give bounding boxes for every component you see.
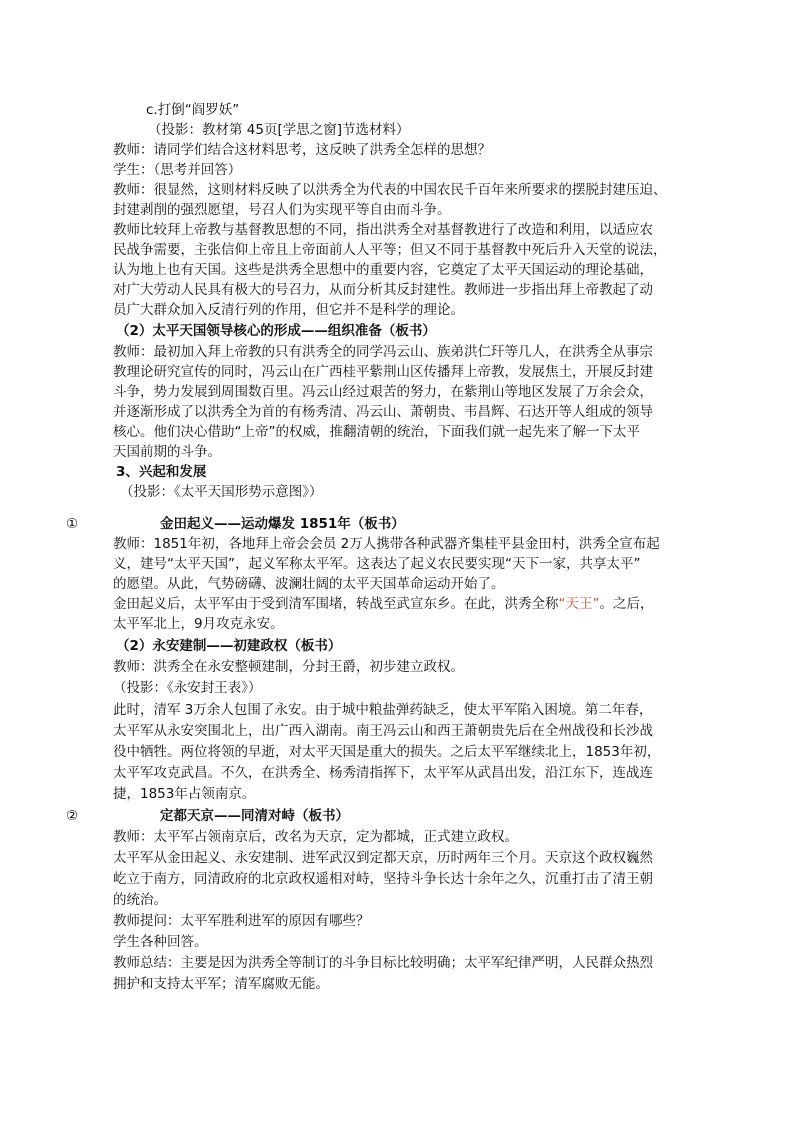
paragraph-line: 教师提问：太平军胜利进军的原因有哪些？: [113, 913, 370, 929]
paragraph-line: 核心。他们决心借助“上帝”的权威，推翻清朝的统治，下面我们就一起先来了解一下太平: [113, 424, 640, 440]
paragraph-line: 员广大群众加入反清行列的作用，但它并不是科学的理论。: [113, 302, 464, 318]
paragraph-line: 义，建号“太平天国”，起义军称太平军。这表达了起义农民要实现“天下一家，共享太平”: [113, 556, 641, 572]
paragraph-line: 斗争，势力发展到周围数百里。冯云山经过艰苦的努力，在紫荆山等地区发展了万余会众，: [113, 384, 653, 400]
section-heading-2: （2）太平天国领导核心的形成——组织准备（板书）: [116, 323, 436, 339]
paragraph-line: 太平军攻克武昌。不久，在洪秀全、杨秀清指挥下，太平军从武昌出发，沿江东下，连战连: [113, 765, 653, 781]
subsection-heading-tianjing: 定都天京——同清对峙（板书）: [160, 808, 349, 824]
paragraph-line: 并逐渐形成了以洪秀全为首的有杨秀清、冯云山、萧朝贵、韦昌辉、石达开等人组成的领导: [113, 404, 653, 420]
paragraph-line: 捷，1853年占领南京。: [113, 786, 256, 802]
paragraph-line: 教师：太平军占领南京后，改名为天京，定为都城，正式建立政权。: [113, 829, 518, 845]
subsection-heading-yongan: （2）永安建制——初建政权（板书）: [116, 638, 342, 654]
paragraph-line: 教理论研究宣传的同时，冯云山在广西桂平紫荆山区传播拜上帝教，发展焦土，开展反封建: [113, 364, 653, 380]
paragraph-line: 役中牺牲。两位将领的早逝，对太平天国是重大的损失。之后太平军继续北上，1853年初，: [113, 744, 661, 760]
projection-note: （投影：《太平天国形势示意图》）: [120, 484, 323, 500]
list-item-c: c.打倒“阎罗妖”: [146, 102, 240, 118]
paragraph-line: 封建剥削的强烈愿望，号召人们为实现平等自由而斗争。: [113, 202, 451, 218]
text-span: 金田起义后，太平军由于受到清军围堵，转战至武宣东乡。在此，洪秀全称: [113, 596, 559, 612]
paragraph-line: [113, 594, 693, 614]
paragraph-line: 太平军从金田起义、永安建制、进军武汉到定都天京，历时两年三个月。天京这个政权巍然: [113, 850, 653, 866]
paragraph-line: 教师：最初加入拜上帝教的只有洪秀全的同学冯云山、族弟洪仁玕等几人，在洪秀全从事宗: [113, 344, 653, 360]
paragraph-line: 的愿望。从此，气势磅礴、波澜壮阔的太平天国革命运动开始了。: [113, 576, 505, 592]
paragraph-line: 民战争需要，主张信仰上帝且上帝面前人人平等；但又不同于基督教中死后升入天堂的说法，: [113, 242, 667, 258]
section-heading-3: 3、兴起和发展: [116, 464, 207, 480]
paragraph-line: 的统治。: [113, 892, 167, 908]
paragraph-line: 太平军从永安突围北上，出广西入湖南。南王冯云山和西王萧朝贵先后在全州战役和长沙战: [113, 723, 653, 739]
paragraph-line: 此时，清军 3万余人包围了永安。由于城中粮盐弹药缺乏，使太平军陷入困境。第二年春，: [113, 702, 653, 718]
projection-note: （投影：《永安封王表》）: [113, 680, 262, 696]
paragraph-line: 对广大劳动人民具有极大的号召力，从而分析其反封建性。教师进一步指出拜上帝教起了动: [113, 282, 653, 298]
paragraph-line: 教师比较拜上帝教与基督教思想的不同，指出洪秀全对基督教进行了改造和利用，以适应农: [113, 222, 653, 238]
highlighted-term: “天王”: [558, 596, 600, 612]
paragraph-line: 教师：请同学们结合这材料思考，这反映了洪秀全怎样的思想？: [113, 142, 491, 158]
paragraph-line: 教师总结：主要是因为洪秀全等制订的斗争目标比较明确；太平军纪律严明，人民群众热烈: [113, 955, 653, 971]
text-span: 。之后，: [599, 596, 654, 612]
paragraph-line: 拥护和支持太平军；清军腐败无能。: [113, 976, 329, 992]
paragraph-line: 教师：很显然，这则材料反映了以洪秀全为代表的中国农民千百年来所要求的摆脱封建压迫、: [113, 182, 667, 198]
paragraph-line: 太平军北上，9月攻克永安。: [113, 616, 284, 632]
paragraph-line: 教师：洪秀全在永安整顿建制，分封王爵，初步建立政权。: [113, 659, 464, 675]
subsection-heading-jintian: 金田起义——运动爆发 1851年（板书）: [160, 516, 405, 532]
circled-number-2: ②: [66, 808, 79, 824]
paragraph-line: 教师：1851年初，各地拜上帝会会员 2万人携带各种武器齐集桂平县金田村，洪秀全宣布起: [113, 536, 660, 552]
circled-number-1: ①: [66, 516, 79, 532]
paragraph-line: 认为地上也有天国。这些是洪秀全思想中的重要内容，它奠定了太平天国运动的理论基础，: [113, 262, 653, 278]
projection-note: （投影：教材第 45页[学思之窗]节选材料）: [148, 122, 410, 138]
paragraph-line: 天国前期的斗争。: [113, 444, 221, 460]
paragraph-line: 学生：（思考并回答）: [113, 162, 242, 178]
paragraph-line: 屹立于南方，同清政府的北京政权遥相对峙，坚持斗争长达十余年之久，沉重打击了清王朝: [113, 871, 653, 887]
paragraph-line: 学生各种回答。: [113, 934, 208, 950]
